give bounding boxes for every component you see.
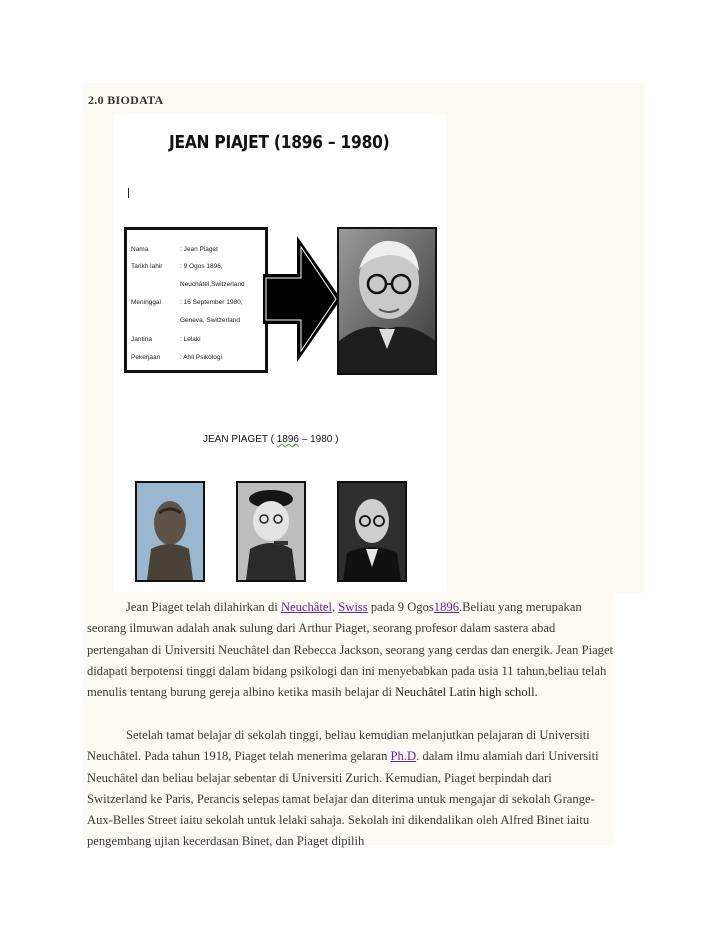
link-1896[interactable]: 1896	[433, 600, 459, 614]
link-neuchatel[interactable]: Neuchâtel	[280, 600, 332, 614]
paragraph-education: Setelah tamat belajar di sekolah tinggi, beliau kemudian melanjutkan pelajaran di Universiti Neuchâtel. Pada tahun 1918, Piaget telah menerima gelaran Ph.D. dalam ilmu alamiah dari Universiti Neuchâtel dan beliau belajar sebentar di Universiti Zurich. Kemudian, Piaget berpindah dari Switzerland ke Paris, Perancis selepas tamat belajar dan diterima untuk mengajar di sekolah Grange-Aux-Belles Street iaitu sekolah untuk lelaki sahaja. Sekolah ini dikendalikan oleh Alfred Binet iaitu pengembang ujian kecerdasan Binet, dan Piaget dipilih	[87, 728, 599, 849]
portrait-photo-statue	[135, 481, 205, 582]
text-cursor	[128, 188, 129, 198]
info-box: Nama : Jean Piaget Tarikh lahir : 9 Ogos 1896, Neuchâtel,Switzerland Meninggal : 16 September 1980, Geneva, Switzerland Jantina : Lelaki Pekerjaan : Ahli Psikologi	[124, 227, 268, 373]
poster-title: JEAN PIAJET (1896 – 1980)	[169, 132, 390, 153]
link-neuchatel-latin-high-school[interactable]: Neuchâtel Latin high scholl	[395, 685, 535, 700]
portrait-photo-beret	[236, 481, 306, 582]
paragraph-birth: Jean Piaget telah dilahirkan di Neuchâtel, Swiss pada 9 Ogos1896.Beliau yang merupakan seorang ilmuwan adalah anak sulung dari Arthur Piaget, seorang profesor dalam sastera abad pertengahan di Universiti Neuchâtel dan Rebecca Jackson, seorang yang cerdas dan energik. Jean Piaget didapati berpotensi tinggi dalam bidang psikologi dan ini menyebabkan pada usia 11 tahun,beliau telah menulis tentang burung gereja albino ketika masih belajar di Neuchâtel Latin high scholl.	[87, 600, 614, 700]
biodata-poster-image	[113, 114, 447, 592]
link-swiss[interactable]: Swiss	[338, 600, 368, 614]
poster-subtitle: JEAN PIAGET ( 1896 – 1980 )	[203, 434, 339, 445]
section-heading: 2.0 BIODATA	[88, 93, 164, 107]
arrow-right-icon	[263, 236, 343, 362]
portrait-photo-main	[337, 227, 437, 375]
link-phd[interactable]: Ph.D	[390, 749, 417, 764]
portrait-photo-suit	[337, 481, 407, 582]
